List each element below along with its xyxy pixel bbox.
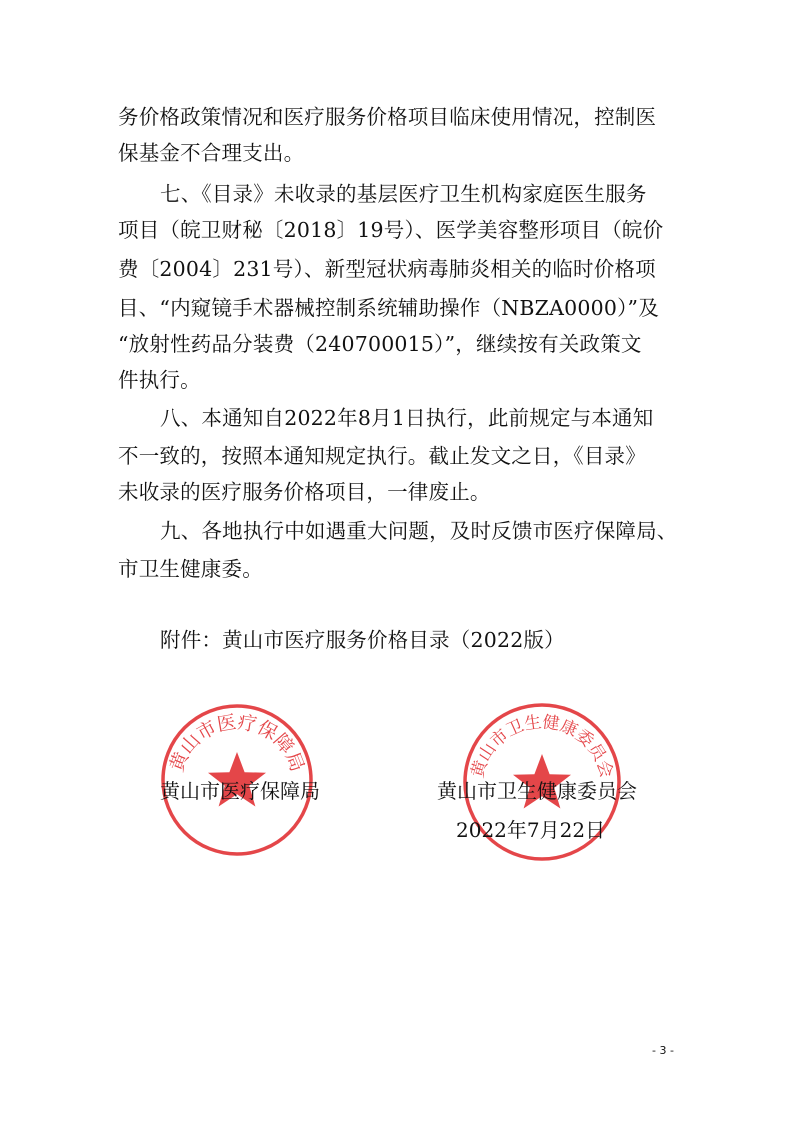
- signature-left-agency: 黄山市医疗保障局: [160, 779, 320, 803]
- paragraph-line: 目、“内窥镜手术器械控制系统辅助操作（NBZA0000）”及: [118, 296, 659, 320]
- paragraph-line: 不一致的，按照本通知规定执行。截止发文之日，《目录》: [118, 444, 646, 468]
- paragraph-line: 八、本通知自2022年8月1日执行，此前规定与本通知: [160, 406, 654, 430]
- paragraph-line: 市卫生健康委。: [118, 557, 263, 581]
- paragraph-line: “放射性药品分装费（240700015）”，继续按有关政策文: [118, 332, 642, 356]
- page-number: - 3 -: [652, 1044, 674, 1057]
- right-seal-text: 黄山市卫生健康委员会: [467, 712, 617, 781]
- paragraph-line: 九、各地执行中如遇重大问题，及时反馈市医疗保障局、: [160, 519, 678, 543]
- paragraph-line: 件执行。: [118, 368, 201, 392]
- signature-date: 2022年7月22日: [456, 818, 606, 842]
- paragraph-line: 七、《目录》未收录的基层医疗卫生机构家庭医生服务: [160, 182, 647, 206]
- paragraph-line: 保基金不合理支出。: [118, 141, 305, 165]
- paragraph-line: 未收录的医疗服务价格项目，一律废止。: [118, 480, 491, 504]
- paragraph-line: 务价格政策情况和医疗服务价格项目临床使用情况，控制医: [118, 105, 657, 129]
- paragraph-line: 费〔2004〕231号）、新型冠状病毒肺炎相关的临时价格项: [118, 257, 656, 281]
- left-seal-text: 黄山市医疗保障局: [165, 711, 309, 775]
- paragraph-line: 项目（皖卫财秘〔2018〕19号）、医学美容整形项目（皖价: [118, 218, 664, 242]
- signature-right-agency: 黄山市卫生健康委员会: [437, 779, 637, 803]
- attachment-line: 附件：黄山市医疗服务价格目录（2022版）: [160, 628, 565, 652]
